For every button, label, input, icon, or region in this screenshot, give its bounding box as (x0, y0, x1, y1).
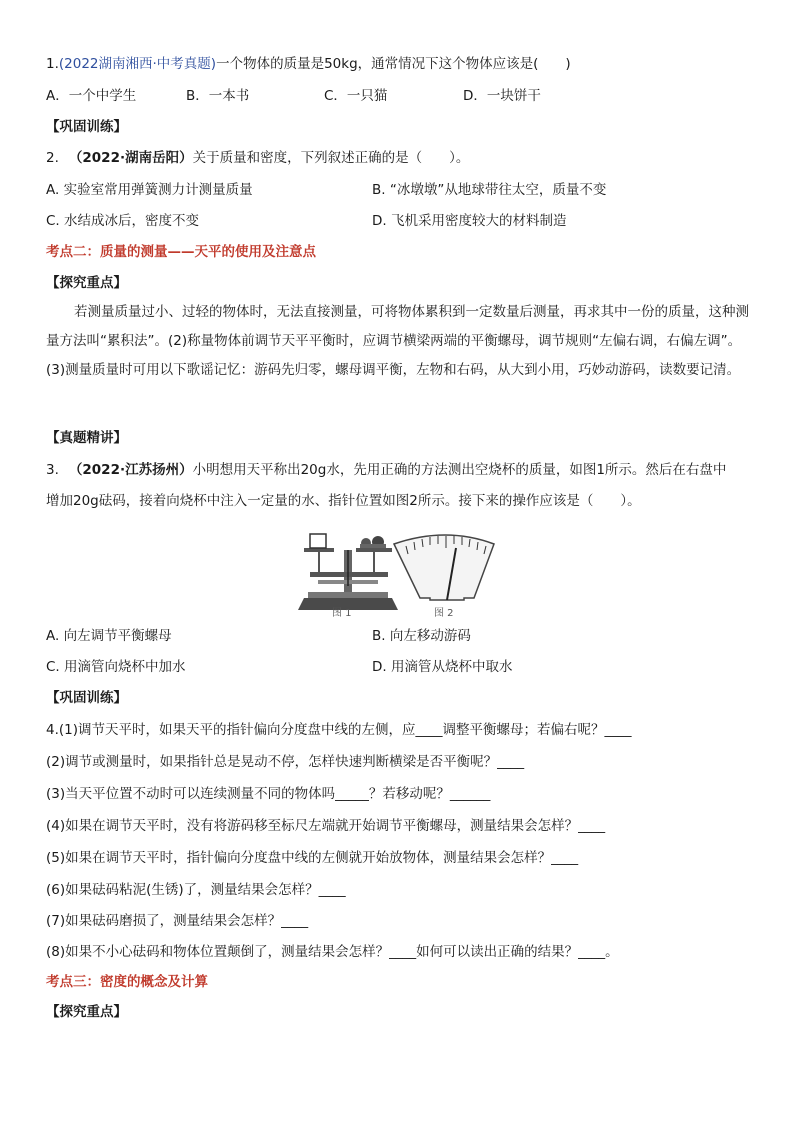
section-heading: 【探究重点】 (46, 275, 127, 291)
option-a: A．一个中学生 (46, 88, 137, 104)
option-d: D．一块饼干 (463, 88, 541, 104)
question-number: 3. (46, 462, 59, 478)
option-b: B. “冰墩墩”从地球带往太空，质量不变 (372, 182, 607, 198)
section-heading: 【探究重点】 (46, 1004, 127, 1020)
option-d: D. 用滴管从烧杯中取水 (372, 659, 513, 675)
question-source: （2022·江苏扬州） (68, 462, 193, 478)
q4-item: (7)如果砝码磨损了，测量结果会怎样？____ (46, 913, 309, 929)
figure-1-label: 图 1 (332, 608, 352, 619)
question-2 (46, 148, 469, 168)
question-stem: 关于质量和密度，下列叙述正确的是（ ）。 (192, 150, 470, 166)
balance-figure (294, 528, 504, 618)
q4-item: (4)如果在调节天平时，没有将游码移至标尺左端就开始调节平衡螺母，测量结果会怎样？____ (46, 818, 606, 834)
question-stem: 一个物体的质量是50kg，通常情况下这个物体应该是( ) (216, 56, 571, 72)
question-3 (46, 460, 726, 480)
q4-item: (6)如果砝码粘泥(生锈)了，测量结果会怎样？____ (46, 882, 346, 898)
question-1 (46, 54, 571, 74)
section-heading: 【巩固训练】 (46, 690, 127, 706)
figure-2-label: 图 2 (434, 608, 454, 619)
question-number: 2. (46, 150, 59, 166)
option-b: B. 向左移动游码 (372, 628, 471, 644)
q4-item: (8)如果不小心砝码和物体位置颠倒了，测量结果会怎样？____如何可以读出正确的结果？____。 (46, 944, 619, 960)
section-heading: 【巩固训练】 (46, 119, 127, 135)
kaodian-heading: 考点二：质量的测量——天平的使用及注意点 (46, 244, 316, 260)
option-d: D. 飞机采用密度较大的材料制造 (372, 213, 567, 229)
q4-item: (5)如果在调节天平时，指针偏向分度盘中线的左侧就开始放物体，测量结果会怎样？____ (46, 850, 579, 866)
question-stem-continued: 增加20g砝码，接着向烧杯中注入一定量的水、指针位置如图2所示。接下来的操作应该是（ ）。 (46, 493, 641, 509)
q4-item: 4.(1)调节天平时，如果天平的指针偏向分度盘中线的左侧，应____调整平衡螺母；若偏右呢？____ (46, 722, 632, 738)
option-c: C. 水结成冰后，密度不变 (46, 213, 200, 229)
question-stem: 小明想用天平称出20g水，先用正确的方法测出空烧杯的质量，如图1所示。然后在右盘中 (192, 462, 727, 478)
option-b: B．一本书 (186, 88, 250, 104)
q4-item: (3)当天平位置不动时可以连续测量不同的物体吗_____？若移动呢？______ (46, 786, 491, 802)
option-a: A. 向左调节平衡螺母 (46, 628, 172, 644)
question-source: （2022·湖南岳阳） (68, 150, 193, 166)
option-c: C．一只猫 (324, 88, 388, 104)
q4-item: (2)调节或测量时，如果指针总是晃动不停，怎样快速判断横梁是否平衡呢？____ (46, 754, 525, 770)
question-number: 1. (46, 56, 59, 72)
balance-illustration (294, 528, 504, 618)
option-a: A. 实验室常用弹簧测力计测量质量 (46, 182, 253, 198)
explanation-paragraph: 若测量质量过小、过轻的物体时，无法直接测量，可将物体累积到一定数量后测量，再求其中一份的质量，这种测量方法叫“累积法”。(2)称量物体前调节天平平衡时，应调节横梁两端的平衡螺母，调节规则“左偏右调，右偏左调”。(3)测量质量时可用以下歌谣记忆：游码先归零，螺母调平衡，左物和右码，从大到小用，巧妙动游码，读数要记清。 (46, 304, 749, 378)
question-source: (2022湖南湘西·中考真题) (58, 56, 217, 72)
kaodian-heading: 考点三：密度的概念及计算 (46, 974, 208, 990)
section-heading: 【真题精讲】 (46, 430, 127, 446)
option-c: C. 用滴管向烧杯中加水 (46, 659, 186, 675)
